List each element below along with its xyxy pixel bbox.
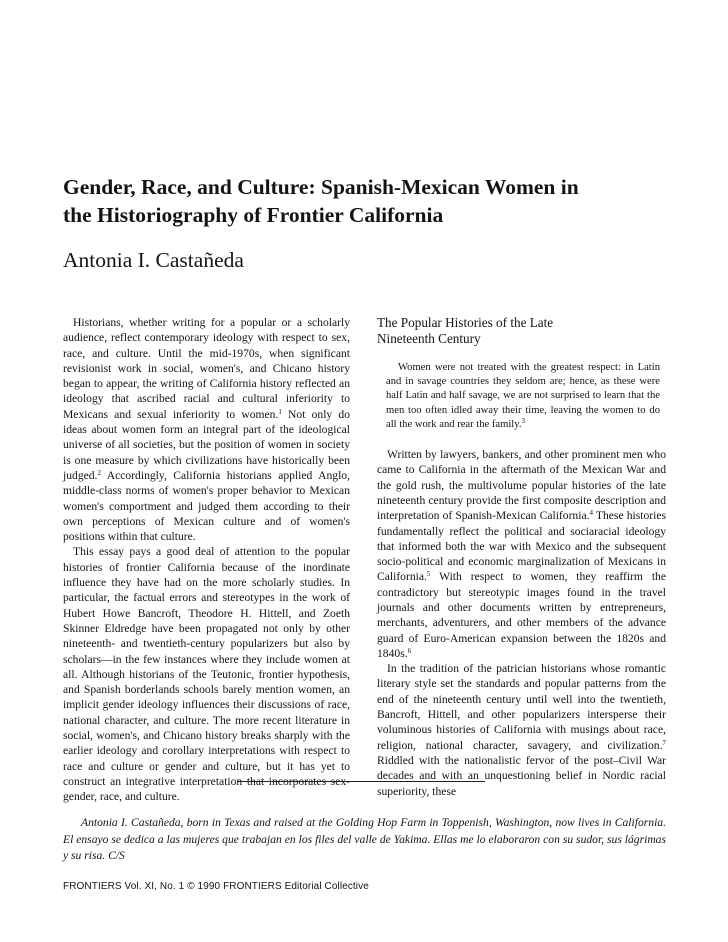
footnote-divider bbox=[237, 781, 485, 782]
intro-text-a: Historians, whether writing for a popular or a scholarly audience, reflect contemporary ideology with respect to sex, race, and culture. Until the mid-1970s, when significant revisionist work in social, women's, and Chicano history began to appear, the writing of California history reflected an ideology that ascribed racial and cultural inferiority to Mexicans and sexual inferiority to women. bbox=[63, 316, 350, 421]
note-ref-6: 6 bbox=[407, 646, 412, 655]
author-footnote: Antonia I. Castañeda, born in Texas and raised at the Golding Hop Farm in Toppenish, Washington, now lives in California. El ensayo se dedica a las mujeres que trabajan en los files del valle de Yakima. Ellas me lo elaboraron con su sudor, sus lágrimas y su risa. C/S bbox=[63, 816, 666, 862]
section-heading-line-2: Nineteenth Century bbox=[377, 331, 481, 346]
note-ref-1: 1 bbox=[278, 407, 282, 416]
popular-histories-paragraph bbox=[377, 447, 666, 661]
note-ref-5: 5 bbox=[426, 570, 431, 579]
note-ref-3: 3 bbox=[521, 416, 526, 425]
block-quote-text bbox=[386, 361, 660, 432]
intro-text-b: Not only do ideas about women form an integral part of the ideological universe of all societies, but the position of women in society is one measure by which civilizations have historically been judged. bbox=[63, 407, 350, 482]
intro-paragraph bbox=[63, 315, 350, 544]
article-author: Antonia I. Castañeda bbox=[63, 248, 244, 272]
block-quote-body: Women were not treated with the greatest respect: in Latin and in savage countries they seldom are; hence, as these were half Latin and half savage, we are not surprised to learn that the men too often idled away their time, leaving the women to do all the work and rear the family. bbox=[386, 362, 660, 430]
note-ref-7: 7 bbox=[662, 738, 666, 747]
popular-text-a: Written by lawyers, bankers, and other prominent men who came to California in the aftermath of the Mexican War and the gold rush, the multivolume popular histories of the late nineteenth century provide the first composite description and interpretation of Spanish-Mexican California. bbox=[377, 448, 666, 523]
patrician-text-b: Riddled with the nationalistic fervor of the post–Civil War decades and with an unquestioning belief in Nordic racial superiority, these bbox=[377, 753, 666, 798]
article-title-line-2: the Historiography of Frontier California bbox=[63, 203, 444, 227]
section-heading bbox=[377, 315, 666, 347]
article-title-line-1: Gender, Race, and Culture: Spanish-Mexican Women in bbox=[63, 175, 579, 199]
journal-footer: FRONTIERS Vol. XI, No. 1 © 1990 FRONTIERS Editorial Collective bbox=[63, 881, 369, 892]
patrician-text-a: In the tradition of the patrician historians whose romantic literary style set the standards and popular patterns from the end of the nineteenth century until well into the twentieth, Bancroft, Hittell, and other popularizers intersperse their voluminous histories of California with musings about race, religion, national character, savagery, and civilization. bbox=[377, 662, 666, 752]
patrician-paragraph bbox=[377, 661, 666, 799]
left-column bbox=[63, 315, 350, 805]
popular-text-b: These histories fundamentally reflect the political and sociaracial ideology that informed both the war with Mexico and the subsequent socio-political and economic marginalization of Mexicans in California. bbox=[377, 509, 666, 584]
intro-text-c: Accordingly, California historians applied Anglo, middle-class norms of women's proper behavior to Mexican women's comportment and judged them according to their own perceptions of Mexican culture and of women's positions within that culture. bbox=[63, 468, 350, 544]
block-quote bbox=[377, 361, 666, 432]
note-ref-4: 4 bbox=[589, 509, 593, 518]
body-paragraph: This essay pays a good deal of attention to the popular histories of frontier California because of the inordinate influence they have had on the more scholarly studies. In particular, the factual errors and stereotypes in the work of Hubert Howe Bancroft, Theodore H. Hittell, and Zoeth Skinner Eldredge have been propagated not only by other nineteenth- and twentieth-century popularizers but also by scholars—in the few instances where they include women at all. Although historians of the Teutonic, frontier hypothesis, and Spanish borderlands schools barely mention women, an implicit gender ideology influences their discussions of race, national character, and culture. The more recent literature in social, women's, and Chicano history breaks sharply with the earlier ideology and corollary interpretations with respect to race and culture or gender and culture, but it has yet to construct an integrative interpretation that incorporates sex-gender, race, and culture. bbox=[63, 545, 350, 804]
article-title bbox=[63, 173, 703, 229]
section-heading-line-1: The Popular Histories of the Late bbox=[377, 315, 554, 330]
right-column bbox=[377, 315, 666, 799]
popular-text-c: With respect to women, they reaffirm the contradictory but stereotypic images found in the travel journals and other documents written by entrepreneurs, merchants, adventurers, and other members of the advance guard of Euro-American expansion between the 1820s and 1840s. bbox=[377, 570, 666, 660]
note-ref-2: 2 bbox=[97, 468, 101, 477]
